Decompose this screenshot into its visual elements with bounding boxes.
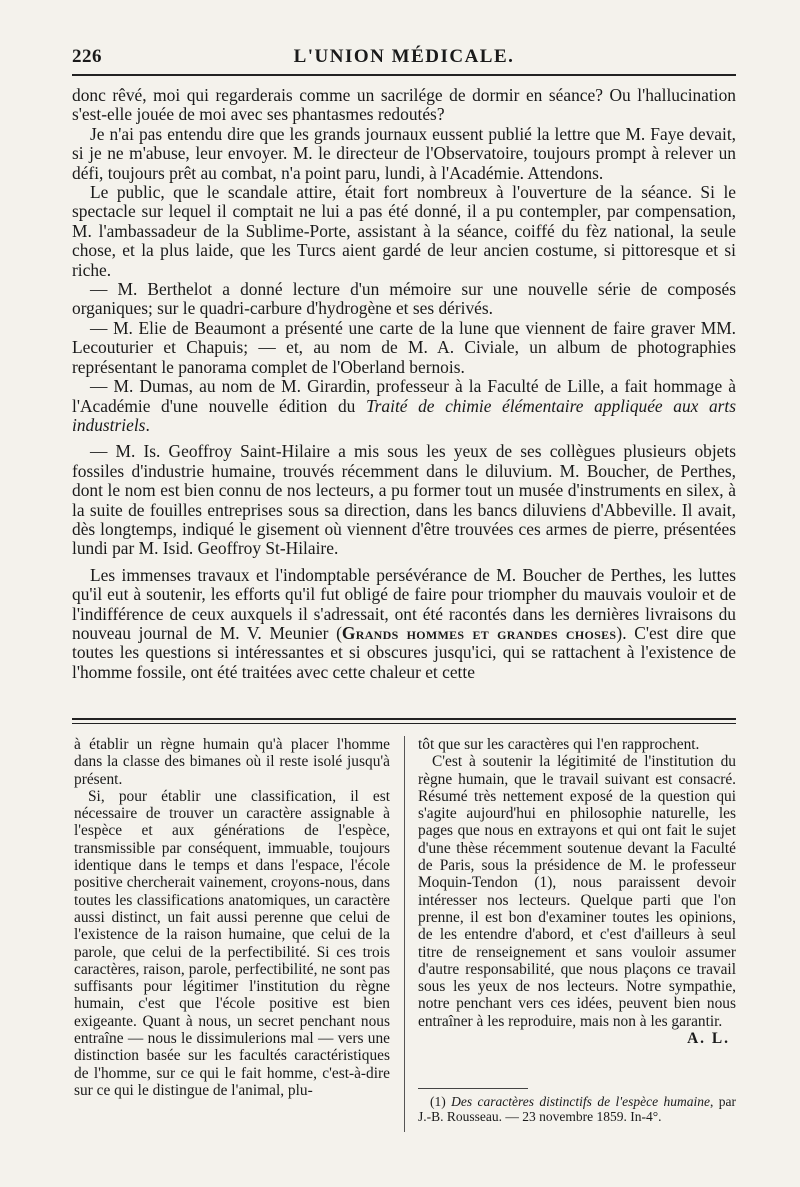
footnote-rule — [418, 1088, 528, 1089]
text-run: . — [145, 414, 150, 435]
footnote-title: Des caractères distinctifs de l'espèce humaine — [451, 1094, 710, 1109]
header-rule — [72, 74, 736, 76]
paragraph — [72, 377, 736, 435]
footnote-text — [418, 1094, 736, 1124]
paragraph: à établir un règne humain qu'à placer l'homme dans la classe des bimanes où il reste isolé jusqu'à présent. — [74, 736, 390, 788]
paragraph: Je n'ai pas entendu dire que les grands journaux eussent publié la lettre que M. Faye devait, si je ne m'abuse, leur envoyer. M. le directeur de l'Observatoire, toujours prompt à relever un défi, toujours prêt au combat, n'a point paru, lundi, à l'Académie. Attendons. — [72, 123, 736, 183]
page-number: 226 — [72, 46, 102, 67]
paragraph: Le public, que le scandale attire, était fort nombreux à l'ouverture de la séance. Si le spectacle sur lequel il comptait ne lui a pas été donné, il a pu contempler, par compensation, M. l'ambassadeur de la Sublime-Porte, assistant à la séance, coiffé du fèz national, la seule chose, et la plus laide, que les Turcs aient gardé de leur ancien costume, si pittoresque et si riche. — [72, 182, 736, 280]
journal-title: Grands hommes et grandes choses — [341, 622, 617, 643]
footnote-marker: (1) — [430, 1094, 452, 1109]
text-run: — M. Dumas, au nom de M. Girardin, professeur à la Faculté de Lille, a fait hommage à l'Académie d'une nouvelle édition du — [72, 376, 736, 416]
footnote-rest: , par J.-B. Rousseau. — 23 novembre 1859. In-4°. — [418, 1094, 736, 1124]
paragraph: tôt que sur les caractères qui l'en rapprochent. — [418, 736, 700, 753]
footnote — [418, 1094, 736, 1124]
page-header — [72, 46, 736, 72]
paragraph: Si, pour établir une classification, il est nécessaire de trouver un caractère assignable à l'espèce et aux générations de l'espèce, transmissible par conséquent, immuable, toujours identique dans le temps et dans l'espace, l'école positive chercherait vainement, croyons-nous, dans toutes les classifications anatomiques, un caractère aussi distinct, un fait aussi perenne que celui de l'existence de la raison humaine, que celui de la parole, que celui de la perfectibilité. Si ces trois caractères, raison, parole, perfectibilité, ne sont pas suffisants pour légitimer l'institution du règne humain, c'est que l'école positive est bien exigeante. Quant à nous, un secret penchant nous entraîne — nous le dissimulerions mal — vers une distinction basée sur les facultés caractéristiques de l'homme, sur ce qui le fait homme, c'est-à-dire sur ce qui le distingue de l'animal, plu- — [74, 787, 390, 1099]
left-column — [74, 736, 390, 1099]
paragraph — [72, 566, 736, 682]
book-title: Traité de chimie élémentaire appliquée aux arts industriels — [72, 395, 737, 435]
right-column — [418, 736, 736, 1047]
paragraph: — M. Berthelot a donné lecture d'un mémoire sur une nouvelle série de composés organiques; sur le quadri-carbure d'hydrogène et ses dérivés. — [72, 279, 736, 319]
signature: A. L. — [687, 1030, 730, 1048]
section-rule — [72, 723, 736, 724]
running-title: L'UNION MÉDICALE. — [293, 46, 515, 67]
text-run: Les immenses travaux et l'indomptable persévérance de M. Boucher de Perthes, les luttes qu'il eut à soutenir, les efforts qu'il fut obligé de faire pour triompher du mauvais vouloir et de l'indifférence de ceux auxquels il s'adressait, ont été racontés dans les dernières livraisons du nouveau journal de M. V. Meunier ( — [72, 564, 736, 643]
section-rule — [72, 718, 736, 720]
text-run: ). C'est dire que toutes les questions si intéressantes et si obscures jusqu'ici, qui se rattachent à l'existence de l'homme fossile, ont été traitées avec cette chaleur et cette — [72, 622, 736, 682]
paragraph: C'est à soutenir la légitimité de l'institution du règne humain, que le travail suivant est consacré. Résumé très nettement exposé de la question qui s'agite aujourd'hui en philosophie naturelle, les pages que nous en extrayons et qui ont fait le sujet d'une thèse récemment soutenue devant la Faculté de Paris, sous la présidence de M. le professeur Moquin-Tendon (1), nous paraissent devoir intéresser nos lecteurs. Quelque parti que l'on prenne, il est bon d'examiner toutes les opinions, de les entendre d'abord, et c'est d'ailleurs à seul titre de renseignement et sans vouloir assumer d'autre responsabilité, que nous plaçons ce travail sous les yeux de nos lecteurs. Notre sympathie, notre penchant vers ces idées, peuvent bien nous entraîner à les reproduire, mais non à les garantir. — [418, 753, 736, 1030]
paragraph: — M. Elie de Beaumont a présenté une carte de la lune que viennent de faire graver MM. Lecouturier et Chapuis; — et, au nom de M. A. Civiale, un album de photographies représentant le panorama complet de l'Oberland bernois. — [72, 317, 736, 377]
main-text — [72, 86, 736, 682]
signature-line — [418, 1030, 736, 1047]
paragraph: donc rêvé, moi qui regarderais comme un sacrilége de dormir en séance? Ou l'hallucination s'est-elle jouée de moi avec ses phantasmes redoutés? — [72, 85, 736, 125]
paragraph: — M. Is. Geoffroy Saint-Hilaire a mis sous les yeux de ses collègues plusieurs objets fossiles d'industrie humaine, trouvés récemment dans le diluvium. M. Boucher, de Perthes, dont le nom est bien connu de nos lecteurs, a pu former tout un musée d'instruments en silex, à la suite de fouilles entreprises sous sa direction, dans les bancs diluviens d'Abbeville. Il avait, dès longtemps, indiqué le gisement où viennent d'être trouvées ces armes de pierre, présentées lundi par M. Isid. Geoffroy St-Hilaire. — [72, 441, 736, 559]
column-divider — [404, 736, 405, 1132]
